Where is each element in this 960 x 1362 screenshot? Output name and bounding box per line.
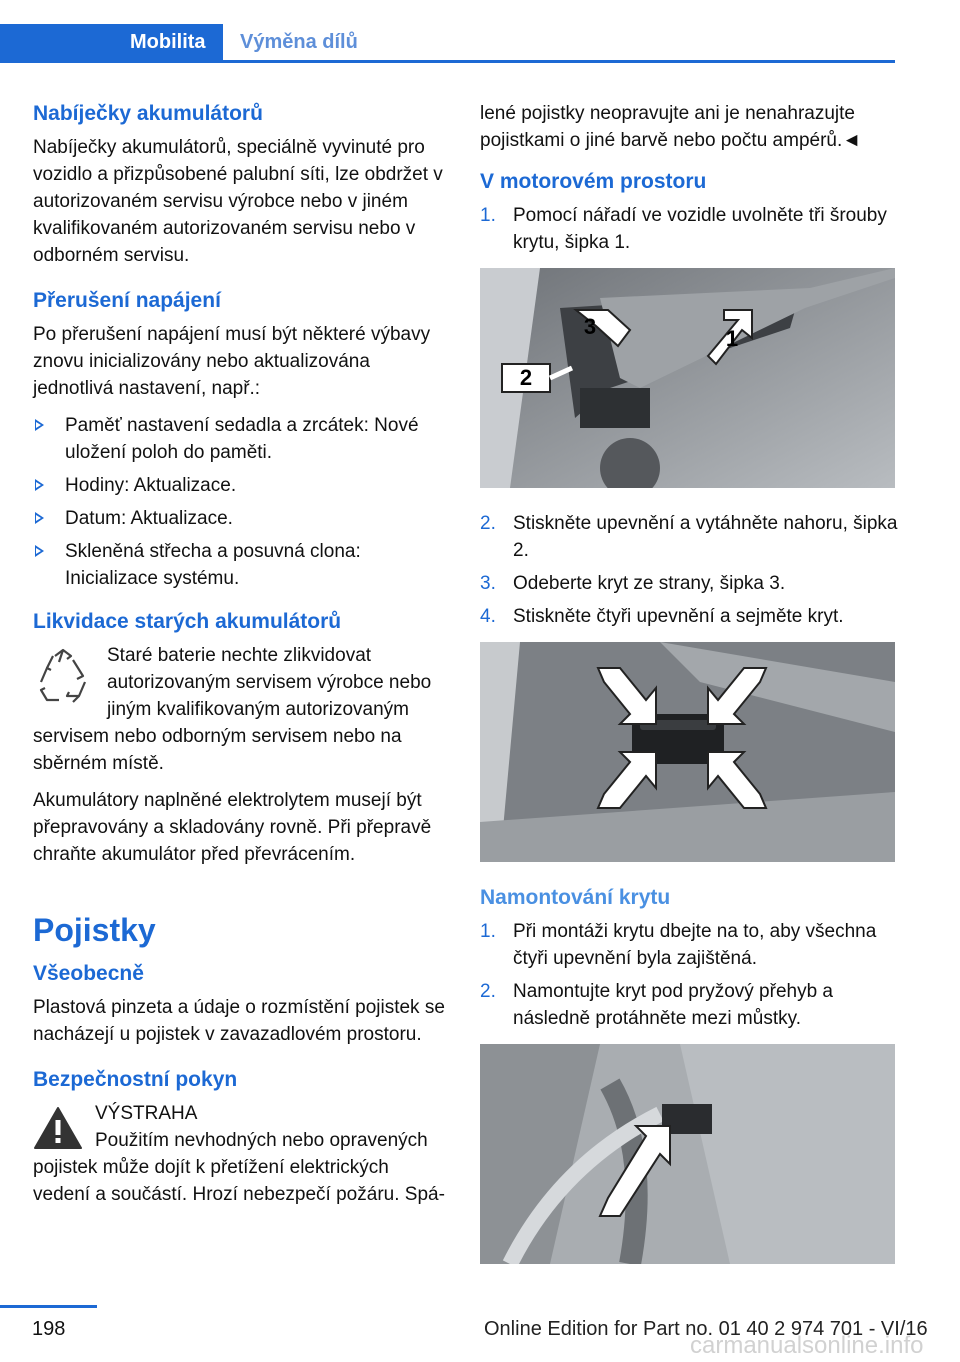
heading-safety: Bezpečnostní pokyn xyxy=(33,1068,238,1091)
power-bullet-list xyxy=(33,412,451,592)
step-item: 4. Stiskněte čtyři upevnění a sejměte kryt. xyxy=(480,606,844,627)
warning-label: VÝSTRAHA xyxy=(95,1103,198,1124)
paragraph-warning: Použitím nevhodných nebo opravených pojistek může dojít k přetížení elektrických vedení a součástí. Hrozí nebezpečí požáru. Spá- xyxy=(33,1130,445,1205)
paragraph-continuation: lené pojistky neopravujte ani je nenahrazujte pojistkami o jiné barvě nebo počtu ampérů.◄ xyxy=(480,103,862,151)
header-underline xyxy=(0,60,895,63)
step-item: 2. Namontujte kryt pod pryžový přehyb a následně protáhněte mezi můstky. xyxy=(480,981,833,1029)
paragraph-disposal: Staré baterie nechte zlikvidovat autorizovaným servisem výrobce nebo jiným kvalifikovaným autorizovaným servisem nebo odborným servisem nebo na sběrném místě. xyxy=(33,645,432,774)
triangle-bullet-icon xyxy=(35,419,44,431)
step-item: 1. Pomocí nářadí ve vozidle uvolněte tři šrouby krytu, šipka 1. xyxy=(480,205,887,253)
paragraph-chargers: Nabíječky akumulátorů, speciálně vyvinuté pro vozidlo a přizpůsobené palubní síti, lze obdržet v autorizovaném servisu výrobce nebo v jiném kvalifikovaném autorizovaném servisu nebo v odborném servisu. xyxy=(33,137,443,266)
heading-general: Všeobecně xyxy=(33,962,144,985)
list-item: Paměť nastavení sedadla a zrcátek: Nové uložení poloh do paměti. xyxy=(33,412,451,466)
heading-power-interruption: Přerušení napájení xyxy=(33,289,221,312)
step-item: 2. Stiskněte upevnění a vytáhněte nahoru, šipka 2. xyxy=(480,513,898,561)
triangle-bullet-icon xyxy=(35,545,44,557)
page-number: 198 xyxy=(32,1318,66,1340)
triangle-bullet-icon xyxy=(35,512,44,524)
edition-text: Online Edition for Part no. 01 40 2 974 701 - VI/16 xyxy=(484,1318,928,1340)
recycle-icon xyxy=(33,646,93,706)
heading-disposal: Likvidace starých akumulátorů xyxy=(33,610,342,633)
engine-photo-cover xyxy=(480,642,895,862)
list-item: Datum: Aktualizace. xyxy=(33,505,451,532)
heading-fuses: Pojistky xyxy=(33,912,156,948)
list-item: Hodiny: Aktualizace. xyxy=(33,472,451,499)
heading-chargers: Nabíječky akumulátorů xyxy=(33,102,263,125)
heading-mount-cover: Namontování krytu xyxy=(480,886,671,909)
photo-label-1: 1 xyxy=(725,326,739,351)
steps-mount xyxy=(480,918,898,1032)
paragraph-transport: Akumulátory naplněné elektrolytem musejí být přepravovány a skladovány rovně. Při přepravě chraňte akumulátor před převrácením. xyxy=(33,790,432,865)
disposal-block xyxy=(33,642,451,777)
heading-engine-compartment: V motorovém prostoru xyxy=(480,170,707,193)
left-column xyxy=(33,100,451,1218)
triangle-bullet-icon xyxy=(35,479,44,491)
header-tabs xyxy=(0,24,895,62)
photo-label-2-text: 2 xyxy=(519,365,533,390)
steps-remove-a xyxy=(480,202,898,256)
tab-mobilita[interactable]: Mobilita xyxy=(0,24,223,62)
engine-photo-screws xyxy=(480,268,895,488)
paragraph-power-interruption: Po přerušení napájení musí být některé výbavy znovu inicializovány nebo aktualizována jednotlivá nastavení, např.: xyxy=(33,324,431,399)
photo-label-3: 3 xyxy=(583,314,597,339)
warning-triangle-icon xyxy=(33,1106,83,1150)
engine-photo-mount xyxy=(480,1044,895,1264)
warning-block xyxy=(33,1100,451,1208)
right-column xyxy=(480,100,898,1286)
steps-remove-b xyxy=(480,510,898,630)
footer-bar xyxy=(0,1305,97,1308)
paragraph-general: Plastová pinzeta a údaje o rozmístění pojistek se nacházejí u pojistek v zavazadlovém prostoru. xyxy=(33,997,445,1045)
step-item: 1. Při montáži krytu dbejte na to, aby všechna čtyři upevnění byla zajištěná. xyxy=(480,921,877,969)
tab-vymena-dilu[interactable]: Výměna dílů xyxy=(240,31,358,53)
list-item: Skleněná střecha a posuvná clona: Inicializace systému. xyxy=(33,538,451,592)
watermark: carmanualsonline.info xyxy=(690,1332,924,1359)
step-item: 3. Odeberte kryt ze strany, šipka 3. xyxy=(480,573,786,594)
